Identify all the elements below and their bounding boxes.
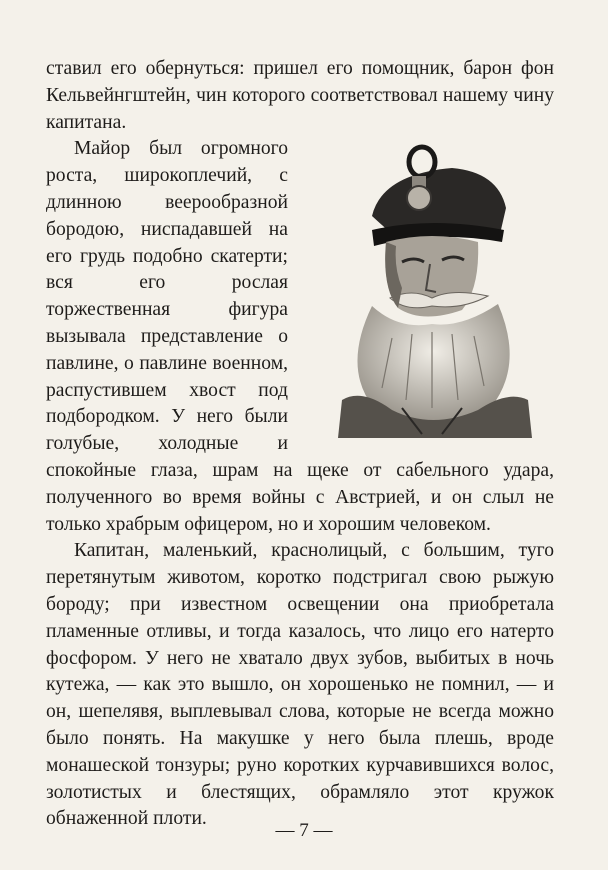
paragraph-continuation: ставил его обернуться: пришел его помощник, барон фон Кельвейнгштейн, чин которого соответствовал нашему чину капитана. [46, 58, 554, 133]
body-text [46, 56, 554, 833]
major-portrait-illustration [302, 138, 564, 438]
page-number: — 7 — [275, 820, 333, 841]
paragraph-major-description: Майор был огромного роста, широкоплечий, с длинною веерообразной бородою, ниспадавшей на его грудь подобно скатерти; вся его рослая торжественная фигура вызывала представление о павлине, о павлине военном, распустившем хвост под подбородком. У него были голубые, холодные и спокойные глаза, шрам на щеке от сабельного удара, полученного во время войны с Австрией, и он слыл не только храбрым офицером, но и хорошим человеком. [46, 138, 554, 535]
paragraph-captain-description: Капитан, маленький, краснолицый, с большим, туго перетянутым животом, коротко подстригал свою рыжую бороду; при известном освещении она приобретала пламенные отливы, и тогда казалось, что лицо его натерто фосфором. У него не хватало двух зубов, выбитых в ночь кутежа, — как это вышло, он хорошенько не помнил, — и он, шепелявя, выплевывал слова, которые не всегда можно было понять. На макушке у него была плешь, вроде монашеской тонзуры; руно коротких курчавившихся волос, золотистых и блестящих, обрамляло этот кружок обнаженной плоти. [46, 540, 554, 830]
